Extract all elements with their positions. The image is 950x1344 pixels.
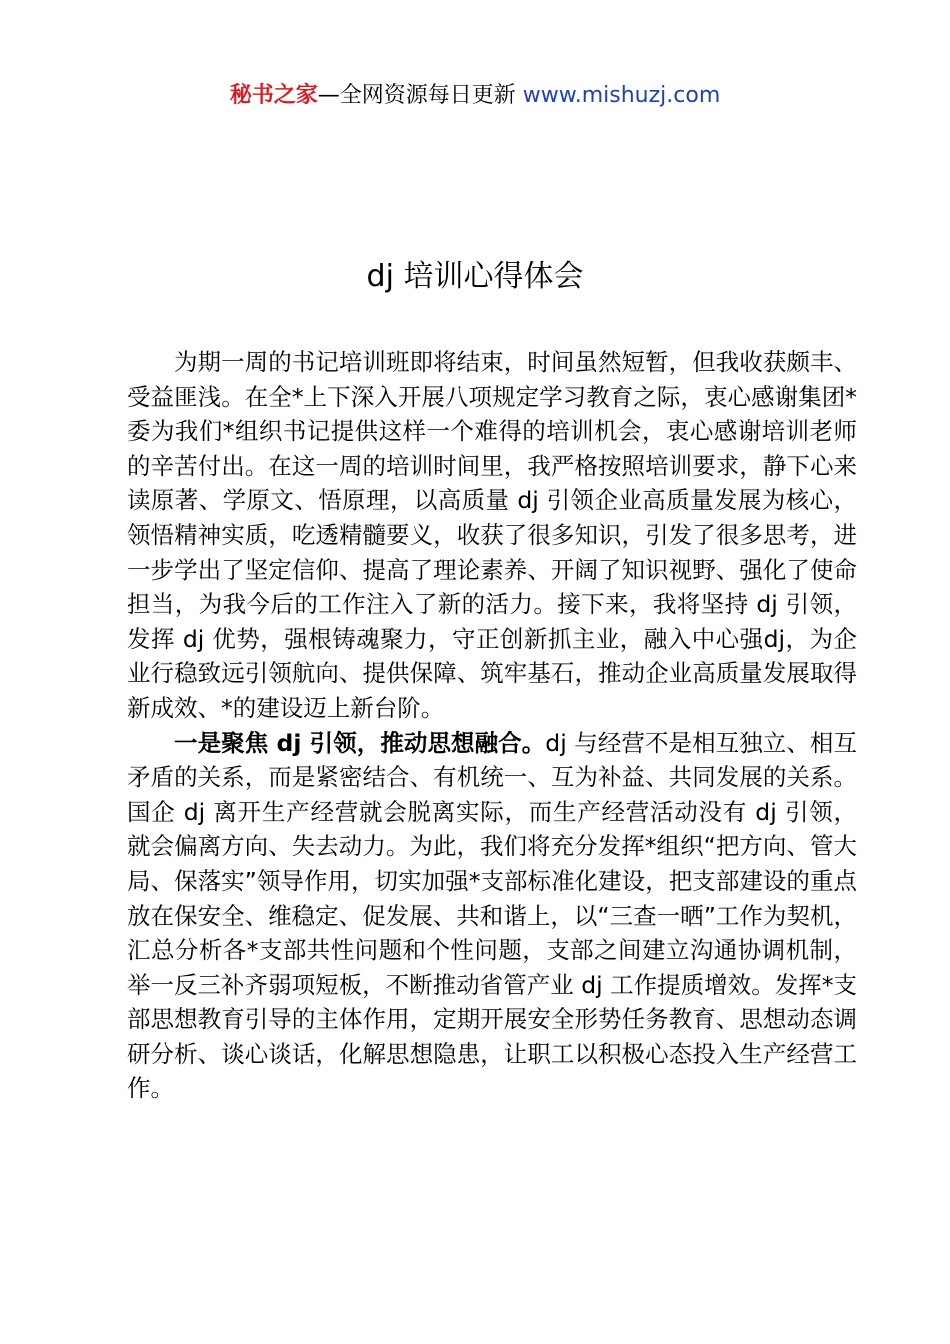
document-title: dj 培训心得体会 <box>366 259 584 294</box>
document-body <box>127 345 857 1106</box>
brand-name: 秘书之家 <box>229 83 318 108</box>
header-slogan: —全网资源每日更新 <box>317 83 516 108</box>
site-url-link[interactable]: www.mishuzj.com <box>522 83 721 108</box>
paragraph-point-one <box>127 726 857 1107</box>
paragraph-text: 为期一周的书记培训班即将结束，时间虽然短暂，但我收获颇丰、受益匪浅。在全*上下深入开展八项规定学习教育之际，衷心感谢集团*委为我们*组织书记提供这样一个难得的培训机会，衷心感谢培训老师的辛苦付出。在这一周的培训时间里，我严格按照培训要求，静下心来读原著、学原文、悟原理，以高质量 dj 引领企业高质量发展为核心，领悟精神实质，吃透精髓要义，收获了很多知识，引发了很多思考，进一步学出了坚定信仰、提高了理论素养、开阔了知识视野、强化了使命担当，为我今后的工作注入了新的活力。接下来，我将坚持 dj 引领，发挥 dj 优势，强根铸魂聚力，守正创新抓主业，融入中心强dj，为企业行稳致远引领航向、提供保障、筑牢基石，推动企业高质量发展取得新成效、*的建设迈上新台阶。 <box>127 348 857 722</box>
paragraph-text: dj 与经营不是相互独立、相互矛盾的关系，而是紧密结合、有机统一、互为补益、共同发展的关系。国企 dj 离开生产经营就会脱离实际，而生产经营活动没有 dj 引领，就会偏离方向、失去动力。为此，我们将充分发挥*组织“把方向、管大局、保落实”领导作用，切实加强*支部标准化建设，把支部建设的重点放在保安全、维稳定、促发展、共和谐上，以“三查一晒”工作为契机，汇总分析各*支部共性问题和个性问题，支部之间建立沟通协调机制，举一反三补齐弱项短板，不断推动省管产业 dj 工作提质增效。发挥*支部思想教育引导的主体作用，定期开展安全形势任务教育、思想动态调研分析、谈心谈话，化解思想隐患，让职工以积极心态投入生产经营工作。 <box>127 728 857 1103</box>
page-header <box>0 80 950 112</box>
paragraph-lead: 一是聚焦 dj 引领，推动思想融合。 <box>174 728 546 757</box>
paragraph-intro <box>127 345 857 726</box>
